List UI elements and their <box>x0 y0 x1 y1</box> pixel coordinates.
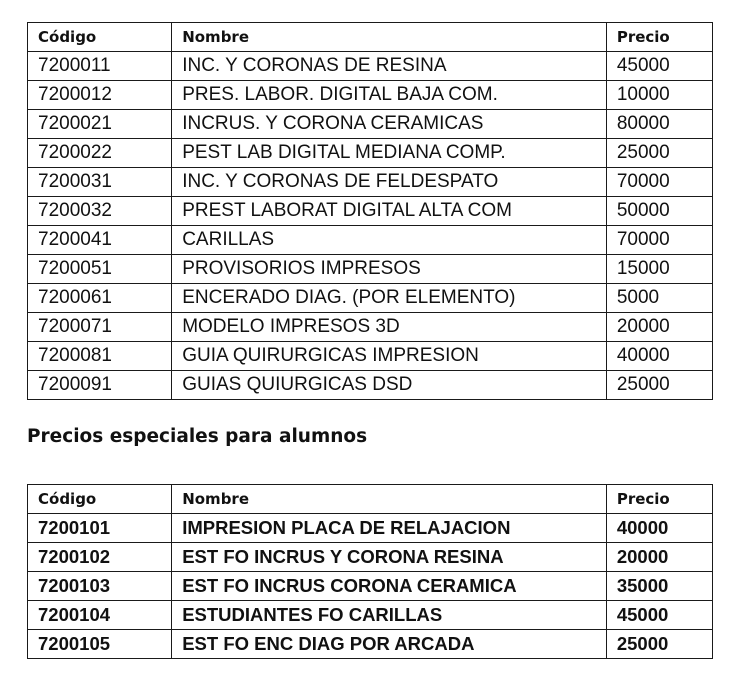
cell-name: ENCERADO DIAG. (POR ELEMENTO) <box>172 284 607 313</box>
cell-price: 25000 <box>606 371 712 400</box>
header-price: Precio <box>606 485 712 514</box>
cell-name: GUIAS QUIURGICAS DSD <box>172 371 607 400</box>
cell-name: EST FO ENC DIAG POR ARCADA <box>172 630 607 659</box>
cell-code: 7200091 <box>28 371 172 400</box>
cell-name: MODELO IMPRESOS 3D <box>172 313 607 342</box>
cell-name: INC. Y CORONAS DE RESINA <box>172 52 607 81</box>
table-row <box>28 342 713 371</box>
cell-code: 7200041 <box>28 226 172 255</box>
header-name: Nombre <box>172 485 607 514</box>
cell-name: EST FO INCRUS Y CORONA RESINA <box>172 543 607 572</box>
cell-name: PRES. LABOR. DIGITAL BAJA COM. <box>172 81 607 110</box>
cell-code: 7200022 <box>28 139 172 168</box>
table-header-row <box>28 23 713 52</box>
table-row <box>28 197 713 226</box>
table-row <box>28 284 713 313</box>
table-row <box>28 601 713 630</box>
cell-name: EST FO INCRUS CORONA CERAMICA <box>172 572 607 601</box>
price-table <box>27 22 713 400</box>
cell-name: ESTUDIANTES FO CARILLAS <box>172 601 607 630</box>
cell-price: 80000 <box>606 110 712 139</box>
cell-price: 15000 <box>606 255 712 284</box>
cell-price: 70000 <box>606 226 712 255</box>
cell-price: 20000 <box>606 313 712 342</box>
cell-code: 7200081 <box>28 342 172 371</box>
table-row <box>28 572 713 601</box>
cell-code: 7200101 <box>28 514 172 543</box>
table-row <box>28 81 713 110</box>
cell-code: 7200103 <box>28 572 172 601</box>
cell-code: 7200061 <box>28 284 172 313</box>
cell-price: 50000 <box>606 197 712 226</box>
cell-code: 7200071 <box>28 313 172 342</box>
cell-name: CARILLAS <box>172 226 607 255</box>
table-row <box>28 168 713 197</box>
cell-name: GUIA QUIRURGICAS IMPRESION <box>172 342 607 371</box>
cell-price: 45000 <box>606 52 712 81</box>
table-row <box>28 226 713 255</box>
table-row <box>28 110 713 139</box>
cell-price: 25000 <box>606 630 712 659</box>
cell-name: INC. Y CORONAS DE FELDESPATO <box>172 168 607 197</box>
cell-price: 5000 <box>606 284 712 313</box>
cell-code: 7200031 <box>28 168 172 197</box>
table-row <box>28 52 713 81</box>
cell-name: PEST LAB DIGITAL MEDIANA COMP. <box>172 139 607 168</box>
cell-price: 40000 <box>606 342 712 371</box>
table-row <box>28 371 713 400</box>
cell-price: 35000 <box>606 572 712 601</box>
cell-price: 70000 <box>606 168 712 197</box>
table-row <box>28 630 713 659</box>
cell-price: 20000 <box>606 543 712 572</box>
cell-name: PREST LABORAT DIGITAL ALTA COM <box>172 197 607 226</box>
cell-code: 7200012 <box>28 81 172 110</box>
table-row <box>28 543 713 572</box>
section-title: Precios especiales para alumnos <box>27 426 368 447</box>
header-name: Nombre <box>172 23 607 52</box>
cell-name: INCRUS. Y CORONA CERAMICAS <box>172 110 607 139</box>
cell-code: 7200032 <box>28 197 172 226</box>
cell-code: 7200011 <box>28 52 172 81</box>
header-code: Código <box>28 485 172 514</box>
cell-price: 45000 <box>606 601 712 630</box>
header-price: Precio <box>606 23 712 52</box>
header-code: Código <box>28 23 172 52</box>
cell-code: 7200102 <box>28 543 172 572</box>
table-row <box>28 313 713 342</box>
table-header-row <box>28 485 713 514</box>
table-row <box>28 514 713 543</box>
student-price-table <box>27 484 713 659</box>
cell-name: IMPRESION PLACA DE RELAJACION <box>172 514 607 543</box>
cell-price: 40000 <box>606 514 712 543</box>
cell-code: 7200104 <box>28 601 172 630</box>
cell-name: PROVISORIOS IMPRESOS <box>172 255 607 284</box>
cell-price: 10000 <box>606 81 712 110</box>
cell-price: 25000 <box>606 139 712 168</box>
table-row <box>28 255 713 284</box>
table-row <box>28 139 713 168</box>
cell-code: 7200051 <box>28 255 172 284</box>
cell-code: 7200021 <box>28 110 172 139</box>
cell-code: 7200105 <box>28 630 172 659</box>
